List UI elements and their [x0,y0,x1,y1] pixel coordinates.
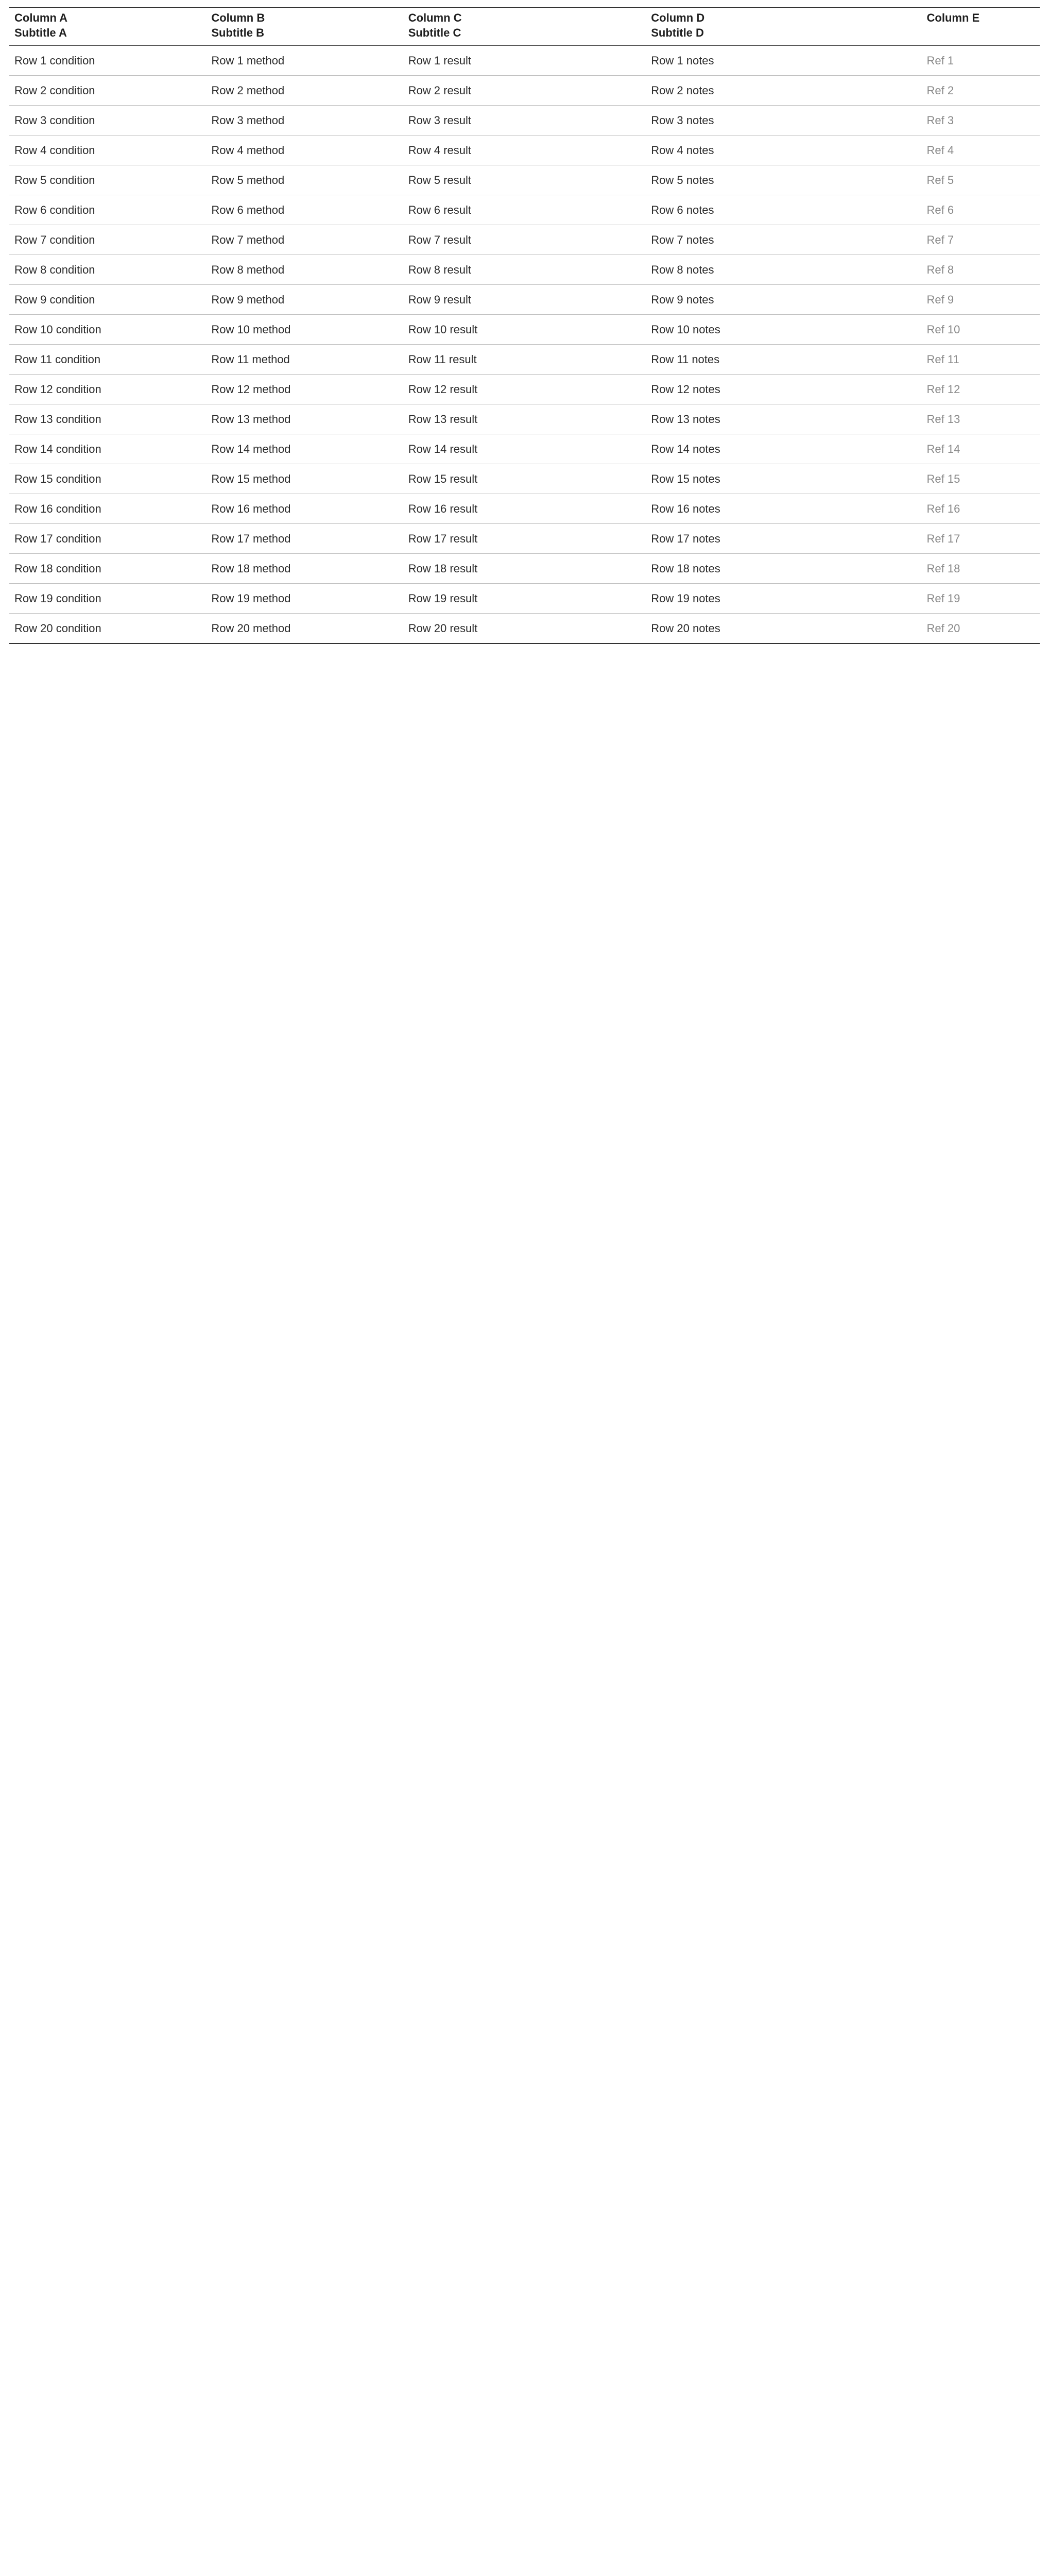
cell-column-e: Ref 16 [922,494,1040,524]
cell-column-c: Row 14 result [403,434,646,464]
header-column-c [403,8,646,46]
cell-column-c: Row 9 result [403,285,646,315]
cell-column-d: Row 6 notes [646,195,921,225]
cell-column-b: Row 1 method [206,46,403,76]
cell-column-c: Row 2 result [403,76,646,106]
cell-column-a: Row 10 condition [9,315,206,345]
table-container [0,0,1049,654]
header-column-b [206,8,403,46]
cell-column-a: Row 9 condition [9,285,206,315]
cell-column-c: Row 5 result [403,165,646,195]
cell-column-d: Row 7 notes [646,225,921,255]
cell-column-b: Row 17 method [206,524,403,554]
cell-column-e: Ref 4 [922,135,1040,165]
cell-column-b: Row 18 method [206,554,403,584]
header-column-a-line1: Column A [14,11,68,24]
cell-column-c: Row 3 result [403,106,646,135]
cell-column-b: Row 14 method [206,434,403,464]
cell-column-d: Row 8 notes [646,255,921,285]
table-row [9,46,1040,76]
cell-column-c: Row 18 result [403,554,646,584]
header-row [9,8,1040,46]
cell-column-a: Row 5 condition [9,165,206,195]
cell-column-c: Row 16 result [403,494,646,524]
cell-column-e: Ref 7 [922,225,1040,255]
cell-column-d: Row 1 notes [646,46,921,76]
cell-column-e: Ref 2 [922,76,1040,106]
cell-column-c: Row 8 result [403,255,646,285]
cell-column-e: Ref 1 [922,46,1040,76]
cell-column-d: Row 12 notes [646,375,921,404]
cell-column-a: Row 14 condition [9,434,206,464]
cell-column-d: Row 13 notes [646,404,921,434]
cell-column-a: Row 12 condition [9,375,206,404]
header-column-b-line1: Column B [211,11,265,24]
cell-column-b: Row 13 method [206,404,403,434]
cell-column-a: Row 3 condition [9,106,206,135]
table-row [9,584,1040,614]
cell-column-b: Row 19 method [206,584,403,614]
cell-column-a: Row 6 condition [9,195,206,225]
cell-column-b: Row 4 method [206,135,403,165]
table-row [9,554,1040,584]
cell-column-a: Row 2 condition [9,76,206,106]
table-row [9,404,1040,434]
cell-column-a: Row 8 condition [9,255,206,285]
cell-column-d: Row 10 notes [646,315,921,345]
table-row [9,345,1040,375]
table-row [9,524,1040,554]
cell-column-e: Ref 10 [922,315,1040,345]
cell-column-d: Row 5 notes [646,165,921,195]
header-column-e-line1: Column E [926,11,980,24]
cell-column-b: Row 2 method [206,76,403,106]
cell-column-c: Row 17 result [403,524,646,554]
cell-column-c: Row 4 result [403,135,646,165]
header-column-e [922,8,1040,46]
cell-column-d: Row 15 notes [646,464,921,494]
header-column-c-line1: Column C [408,11,462,24]
cell-column-e: Ref 15 [922,464,1040,494]
cell-column-a: Row 20 condition [9,614,206,644]
cell-column-e: Ref 14 [922,434,1040,464]
cell-column-b: Row 9 method [206,285,403,315]
cell-column-e: Ref 17 [922,524,1040,554]
cell-column-d: Row 20 notes [646,614,921,644]
cell-column-e: Ref 6 [922,195,1040,225]
cell-column-b: Row 8 method [206,255,403,285]
cell-column-a: Row 7 condition [9,225,206,255]
header-column-a [9,8,206,46]
cell-column-c: Row 1 result [403,46,646,76]
cell-column-a: Row 11 condition [9,345,206,375]
cell-column-c: Row 11 result [403,345,646,375]
cell-column-e: Ref 20 [922,614,1040,644]
cell-column-d: Row 9 notes [646,285,921,315]
cell-column-c: Row 15 result [403,464,646,494]
cell-column-a: Row 19 condition [9,584,206,614]
cell-column-e: Ref 9 [922,285,1040,315]
table-row [9,285,1040,315]
cell-column-e: Ref 3 [922,106,1040,135]
cell-column-b: Row 3 method [206,106,403,135]
cell-column-d: Row 4 notes [646,135,921,165]
cell-column-a: Row 18 condition [9,554,206,584]
cell-column-b: Row 5 method [206,165,403,195]
cell-column-d: Row 17 notes [646,524,921,554]
cell-column-c: Row 10 result [403,315,646,345]
table-header [9,8,1040,46]
cell-column-c: Row 13 result [403,404,646,434]
cell-column-c: Row 19 result [403,584,646,614]
cell-column-b: Row 12 method [206,375,403,404]
cell-column-c: Row 7 result [403,225,646,255]
cell-column-a: Row 13 condition [9,404,206,434]
cell-column-a: Row 1 condition [9,46,206,76]
table-row [9,464,1040,494]
cell-column-e: Ref 18 [922,554,1040,584]
table-row [9,76,1040,106]
table-row [9,315,1040,345]
cell-column-e: Ref 19 [922,584,1040,614]
table-body [9,46,1040,644]
table-row [9,135,1040,165]
header-column-a-line2: Subtitle A [14,26,67,39]
header-column-c-line2: Subtitle C [408,26,461,39]
cell-column-d: Row 19 notes [646,584,921,614]
cell-column-a: Row 17 condition [9,524,206,554]
table-row [9,614,1040,644]
cell-column-a: Row 15 condition [9,464,206,494]
cell-column-e: Ref 8 [922,255,1040,285]
header-column-d [646,8,921,46]
header-column-b-line2: Subtitle B [211,26,265,39]
header-column-d-line1: Column D [651,11,705,24]
cell-column-b: Row 7 method [206,225,403,255]
cell-column-d: Row 14 notes [646,434,921,464]
cell-column-e: Ref 11 [922,345,1040,375]
table-row [9,375,1040,404]
cell-column-e: Ref 12 [922,375,1040,404]
table-row [9,434,1040,464]
cell-column-c: Row 6 result [403,195,646,225]
table-row [9,195,1040,225]
cell-column-a: Row 4 condition [9,135,206,165]
cell-column-b: Row 20 method [206,614,403,644]
cell-column-d: Row 11 notes [646,345,921,375]
header-column-d-line2: Subtitle D [651,26,704,39]
data-table [9,7,1040,644]
cell-column-e: Ref 5 [922,165,1040,195]
cell-column-e: Ref 13 [922,404,1040,434]
cell-column-c: Row 12 result [403,375,646,404]
cell-column-b: Row 15 method [206,464,403,494]
table-row [9,494,1040,524]
table-row [9,255,1040,285]
cell-column-d: Row 16 notes [646,494,921,524]
table-row [9,106,1040,135]
cell-column-b: Row 10 method [206,315,403,345]
table-row [9,225,1040,255]
cell-column-b: Row 6 method [206,195,403,225]
cell-column-d: Row 3 notes [646,106,921,135]
cell-column-c: Row 20 result [403,614,646,644]
table-row [9,165,1040,195]
cell-column-b: Row 16 method [206,494,403,524]
cell-column-d: Row 2 notes [646,76,921,106]
cell-column-a: Row 16 condition [9,494,206,524]
cell-column-b: Row 11 method [206,345,403,375]
cell-column-d: Row 18 notes [646,554,921,584]
